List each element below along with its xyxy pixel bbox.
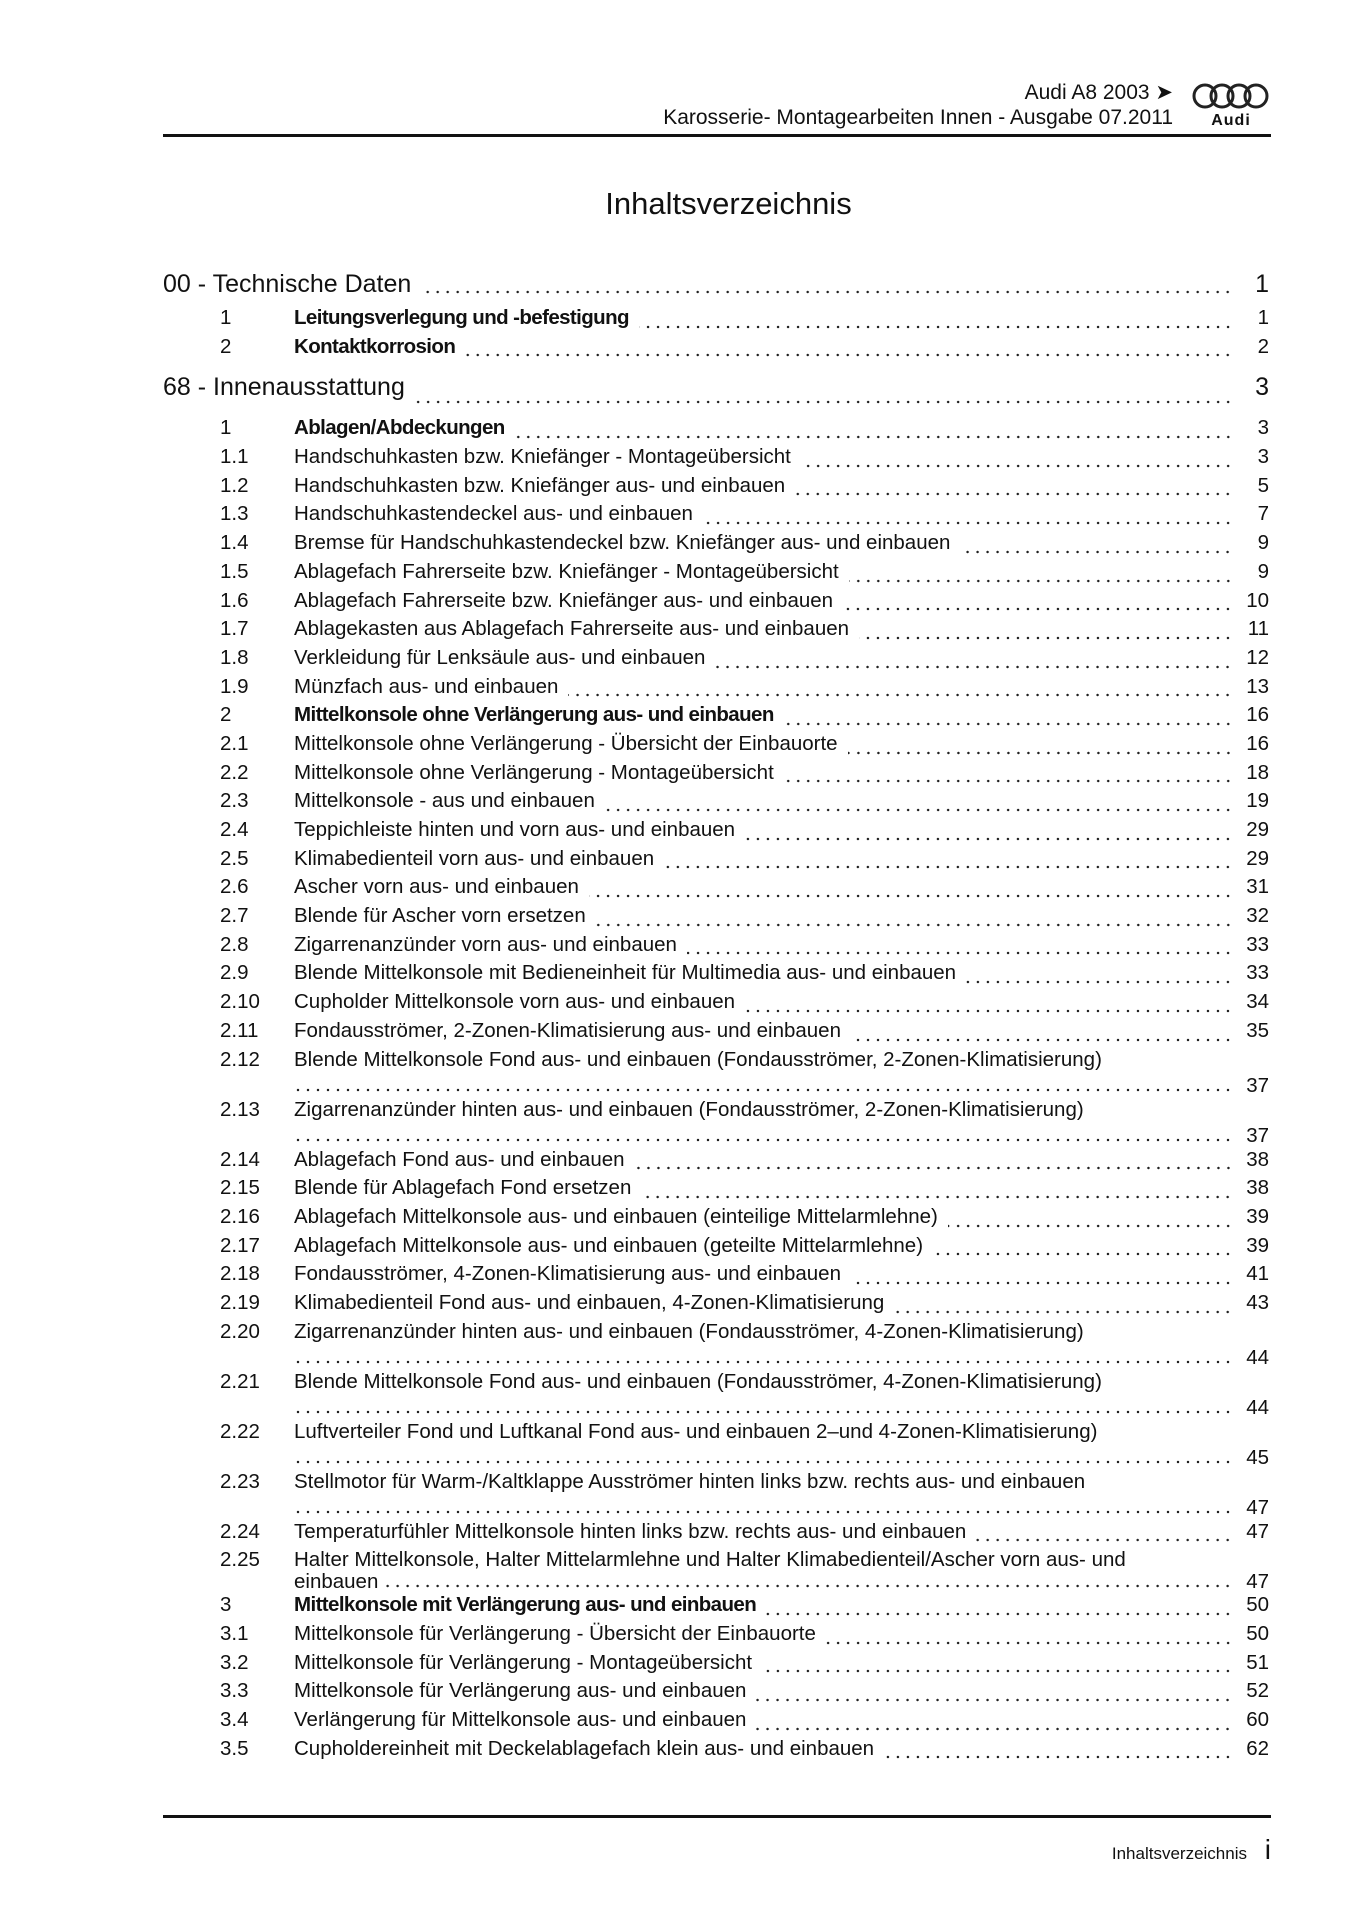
toc-entry-link[interactable] — [163, 1098, 1269, 1148]
toc-entry-link[interactable] — [163, 761, 1269, 790]
dot-leader — [756, 1727, 1233, 1731]
dot-leader — [415, 400, 1233, 404]
entry-number: 2.3 — [220, 789, 249, 813]
entry-title: Luftverteiler Fond und Luftkanal Fond aus- und einbauen 2–und 4-Zonen-Klimatisierung) — [294, 1419, 1098, 1443]
toc-entry-link[interactable] — [163, 306, 1269, 335]
entry-title: Handschuhkasten bzw. Kniefänger aus- und einbauen — [294, 473, 786, 497]
entry-page: 3 — [1257, 416, 1269, 440]
entry-number: 2.21 — [220, 1369, 260, 1393]
dot-leader — [894, 1310, 1233, 1314]
dot-leader — [960, 550, 1233, 554]
toc-entry-link[interactable] — [163, 1148, 1269, 1177]
entry-number: 3.3 — [220, 1679, 249, 1703]
entry-title: Ascher vorn aus- und einbauen — [294, 875, 579, 899]
entry-page: 50 — [1246, 1593, 1269, 1617]
toc-entry-link[interactable] — [163, 875, 1269, 904]
toc-entry-link[interactable] — [163, 990, 1269, 1019]
entry-leader-line — [163, 1496, 1269, 1520]
entry-number: 3.5 — [220, 1736, 249, 1760]
entry-page: 44 — [1246, 1345, 1269, 1369]
entry-page: 47 — [1246, 1570, 1269, 1594]
toc-entry-link[interactable] — [163, 1593, 1269, 1622]
toc-entry-link[interactable] — [163, 531, 1269, 560]
entry-number: 1.7 — [220, 617, 249, 641]
dot-leader — [784, 779, 1233, 783]
entry-page: 2 — [1257, 334, 1269, 358]
entry-title: Handschuhkastendeckel aus- und einbauen — [294, 502, 693, 526]
entry-page: 50 — [1246, 1622, 1269, 1645]
entry-page: 10 — [1246, 588, 1269, 612]
entry-title: Blende für Ablagefach Fond ersetzen — [294, 1176, 632, 1200]
entry-title: Teppichleiste hinten und vorn aus- und einbauen — [294, 818, 736, 841]
entry-number: 1.5 — [220, 559, 249, 583]
entry-number: 2.22 — [220, 1419, 260, 1443]
dot-leader — [421, 290, 1233, 294]
page-footer — [163, 1815, 1271, 1865]
entry-title: Mittelkonsole für Verlängerung - Montageübersicht — [294, 1650, 753, 1674]
dot-leader — [589, 894, 1233, 898]
entry-line — [163, 1470, 1269, 1496]
toc-entry-link[interactable] — [163, 1737, 1269, 1766]
toc-entry-link[interactable] — [163, 1262, 1269, 1291]
entry-page: 33 — [1246, 932, 1269, 956]
entry-line — [163, 1048, 1269, 1074]
dot-leader — [976, 1538, 1233, 1542]
dot-leader — [384, 1584, 1233, 1588]
entry-leader-line — [163, 1570, 1269, 1594]
dot-leader — [515, 435, 1233, 439]
entry-leader-line — [163, 1346, 1269, 1370]
toc-entry-link[interactable] — [163, 1370, 1269, 1420]
toc-entry-link[interactable] — [163, 560, 1269, 589]
toc-entry-link[interactable] — [163, 335, 1269, 364]
entry-number: 1.8 — [220, 645, 249, 669]
toc-entry-link[interactable] — [163, 1048, 1269, 1098]
entry-number: 2.13 — [220, 1097, 260, 1121]
entry-number: 1.4 — [220, 531, 249, 555]
toc-entry-link[interactable] — [163, 703, 1269, 732]
toc-entry-link[interactable] — [163, 1548, 1269, 1593]
entry-title: Mittelkonsole ohne Verlängerung aus- und einbauen — [294, 703, 774, 727]
entry-number: 3.2 — [220, 1650, 249, 1674]
dot-leader — [465, 353, 1233, 357]
entry-leader-line — [163, 1124, 1269, 1148]
dot-leader — [605, 808, 1233, 812]
entry-number: 2.1 — [220, 731, 249, 755]
toc-entry-link[interactable] — [163, 502, 1269, 531]
dot-leader — [294, 1088, 1233, 1092]
entry-title: Mittelkonsole für Verlängerung - Übersicht der Einbauorte — [294, 1622, 816, 1645]
entry-page: 39 — [1246, 1204, 1269, 1228]
entry-title: Ablagefach Fahrerseite bzw. Kniefänger - Montageübersicht — [294, 559, 839, 583]
toc-entry-link[interactable] — [163, 416, 1269, 445]
entry-page: 1 — [1257, 306, 1269, 329]
entry-number: 2.20 — [220, 1319, 260, 1343]
dot-leader — [756, 1698, 1233, 1702]
entry-page: 44 — [1246, 1395, 1269, 1419]
entry-line — [163, 1098, 1269, 1124]
toc-entry-link[interactable] — [163, 818, 1269, 847]
entry-title: Zigarrenanzünder hinten aus- und einbauen (Fondausströmer, 4-Zonen-Klimatisierung) — [294, 1319, 1084, 1343]
entry-page: 19 — [1246, 789, 1269, 813]
dot-leader — [933, 1252, 1233, 1256]
toc-entry-link[interactable] — [163, 847, 1269, 876]
entry-number: 2.7 — [220, 904, 249, 928]
dot-leader — [294, 1460, 1233, 1464]
entry-page: 43 — [1246, 1290, 1269, 1314]
page-header — [163, 78, 1271, 137]
dot-leader — [596, 923, 1233, 927]
dot-leader — [766, 1612, 1233, 1616]
entry-page: 7 — [1257, 502, 1269, 526]
dot-leader — [703, 521, 1233, 525]
entry-line — [163, 1548, 1269, 1570]
entry-page: 33 — [1246, 961, 1269, 985]
toc-entry-link[interactable] — [163, 1622, 1269, 1651]
entry-line — [163, 1370, 1269, 1396]
entry-leader-line — [163, 1396, 1269, 1420]
dot-leader — [884, 1755, 1233, 1759]
page-title: Inhaltsverzeichnis — [605, 186, 852, 221]
entry-title: Handschuhkasten bzw. Kniefänger - Montageübersicht — [294, 445, 791, 469]
entry-number: 2.12 — [220, 1047, 260, 1071]
toc-entry-link[interactable] — [163, 1470, 1269, 1520]
entry-title-continued: einbauen — [294, 1570, 379, 1594]
toc-entry-link[interactable] — [163, 904, 1269, 933]
dot-leader — [966, 980, 1233, 984]
entry-number: 1 — [220, 416, 232, 440]
toc-entry-link[interactable] — [163, 1679, 1269, 1708]
dot-leader — [801, 464, 1233, 468]
toc-entry-link[interactable] — [163, 732, 1269, 761]
entry-number: 1.9 — [220, 674, 249, 698]
entry-title: Mittelkonsole ohne Verlängerung - Übersicht der Einbauorte — [294, 731, 838, 755]
entry-title: Klimabedienteil Fond aus- und einbauen, 4-Zonen-Klimatisierung — [294, 1290, 885, 1314]
entry-number: 2.10 — [220, 990, 260, 1014]
toc-entry-link[interactable] — [163, 445, 1269, 474]
toc-entry-link[interactable] — [163, 675, 1269, 704]
entry-title: Blende Mittelkonsole mit Bedieneinheit für Multimedia aus- und einbauen — [294, 961, 957, 985]
entry-title: Cupholder Mittelkonsole vorn aus- und einbauen — [294, 990, 736, 1014]
entry-number: 2.16 — [220, 1204, 260, 1228]
dot-leader — [641, 1195, 1233, 1199]
entry-number: 2.6 — [220, 875, 249, 899]
dot-leader — [826, 1641, 1233, 1645]
toc-chapter-link[interactable] — [163, 363, 1269, 412]
entry-number: 2.14 — [220, 1147, 260, 1171]
entry-page: 38 — [1246, 1176, 1269, 1200]
entry-number: 2 — [220, 334, 232, 358]
entry-page: 5 — [1257, 473, 1269, 497]
dot-leader — [795, 492, 1233, 496]
entry-page: 29 — [1246, 846, 1269, 870]
entry-page: 13 — [1246, 674, 1269, 698]
chapter-title: 68 - Innenausstattung — [163, 373, 405, 402]
entry-title: Cupholdereinheit mit Deckelablagefach klein aus- und einbauen — [294, 1736, 875, 1760]
entry-page: 9 — [1257, 559, 1269, 583]
entry-title: Leitungsverlegung und -befestigung — [294, 306, 629, 329]
entry-page: 62 — [1246, 1736, 1269, 1760]
entry-title: Verkleidung für Lenksäule aus- und einbauen — [294, 645, 706, 669]
entry-page: 37 — [1246, 1073, 1269, 1097]
audi-rings-icon — [1191, 80, 1271, 112]
toc-entry-link[interactable] — [163, 1520, 1269, 1549]
entry-leader-line — [163, 1446, 1269, 1470]
entry-number: 1.2 — [220, 473, 249, 497]
entry-page: 16 — [1246, 703, 1269, 727]
toc-entry-link[interactable] — [163, 474, 1269, 503]
entry-title: Blende Mittelkonsole Fond aus- und einbauen (Fondausströmer, 2-Zonen-Klimatisierung) — [294, 1047, 1102, 1071]
entry-title: Blende Mittelkonsole Fond aus- und einbauen (Fondausströmer, 4-Zonen-Klimatisierung) — [294, 1369, 1102, 1393]
toc-entry-link[interactable] — [163, 1019, 1269, 1048]
dot-leader — [294, 1138, 1233, 1142]
entry-page: 51 — [1246, 1650, 1269, 1674]
toc-entry-link[interactable] — [163, 961, 1269, 990]
table-of-contents — [163, 266, 1269, 1765]
entry-number: 2.5 — [220, 846, 249, 870]
dot-leader — [745, 1009, 1233, 1013]
entry-leader-line — [163, 1074, 1269, 1098]
entry-page: 37 — [1246, 1123, 1269, 1147]
dot-leader — [294, 1360, 1233, 1364]
entry-number: 2.17 — [220, 1233, 260, 1257]
toc-entry-link[interactable] — [163, 617, 1269, 646]
dot-leader — [848, 751, 1233, 755]
entry-number: 2.2 — [220, 760, 249, 784]
entry-page: 32 — [1246, 904, 1269, 928]
dot-leader — [762, 1669, 1233, 1673]
entry-page: 60 — [1246, 1708, 1269, 1732]
entry-number: 1 — [220, 306, 232, 329]
entry-title: Fondausströmer, 2-Zonen-Klimatisierung aus- und einbauen — [294, 1018, 841, 1042]
entry-number: 2.15 — [220, 1176, 260, 1200]
dot-leader — [745, 837, 1233, 841]
entry-line — [163, 1320, 1269, 1346]
dot-leader — [639, 325, 1233, 329]
audi-wordmark: Audi — [1211, 112, 1251, 129]
entry-page: 39 — [1246, 1233, 1269, 1257]
entry-number: 2 — [220, 703, 232, 727]
dot-leader — [664, 865, 1233, 869]
dot-leader — [294, 1410, 1233, 1414]
entry-page: 38 — [1246, 1147, 1269, 1171]
chapter-page: 3 — [1255, 373, 1269, 402]
chapter-page: 1 — [1255, 269, 1269, 298]
entry-title: Zigarrenanzünder hinten aus- und einbauen (Fondausströmer, 2-Zonen-Klimatisierung) — [294, 1097, 1084, 1121]
entry-title: Mittelkonsole ohne Verlängerung - Montageübersicht — [294, 760, 774, 784]
toc-entry-link[interactable] — [163, 1291, 1269, 1320]
toc-chapter-link[interactable] — [163, 266, 1269, 302]
entry-page: 12 — [1246, 645, 1269, 669]
entry-title: Temperaturfühler Mittelkonsole hinten links bzw. rechts aus- und einbauen — [294, 1519, 967, 1543]
dot-leader — [568, 693, 1233, 697]
entry-title: Münzfach aus- und einbauen — [294, 674, 559, 698]
entry-number: 1.6 — [220, 588, 249, 612]
entry-title: Mittelkonsole für Verlängerung aus- und einbauen — [294, 1679, 747, 1703]
entry-number: 2.8 — [220, 932, 249, 956]
toc-entry-link[interactable] — [163, 1176, 1269, 1205]
entry-page: 47 — [1246, 1495, 1269, 1519]
toc-entry-link[interactable] — [163, 1234, 1269, 1263]
entry-number: 2.9 — [220, 961, 249, 985]
entry-number: 3.1 — [220, 1622, 249, 1645]
dot-leader — [948, 1224, 1233, 1228]
entry-page: 45 — [1246, 1445, 1269, 1469]
entry-page: 31 — [1246, 875, 1269, 899]
entry-page: 35 — [1246, 1018, 1269, 1042]
dot-leader — [635, 1166, 1233, 1170]
entry-line — [163, 1420, 1269, 1446]
entry-title: Fondausströmer, 4-Zonen-Klimatisierung aus- und einbauen — [294, 1262, 841, 1286]
dot-leader — [784, 722, 1233, 726]
entry-number: 2.19 — [220, 1290, 260, 1314]
entry-title: Mittelkonsole mit Verlängerung aus- und einbauen — [294, 1593, 757, 1617]
entry-title: Blende für Ascher vorn ersetzen — [294, 904, 586, 928]
entry-title: Ablagefach Mittelkonsole aus- und einbauen (einteilige Mittelarmlehne) — [294, 1204, 938, 1228]
entry-page: 47 — [1246, 1519, 1269, 1543]
entry-number: 2.24 — [220, 1519, 260, 1543]
dot-leader — [715, 665, 1233, 669]
entry-page: 34 — [1246, 990, 1269, 1014]
entry-number: 1.1 — [220, 445, 249, 469]
entry-number: 2.18 — [220, 1262, 260, 1286]
entry-title: Ablagefach Mittelkonsole aus- und einbauen (geteilte Mittelarmlehne) — [294, 1233, 924, 1257]
toc-entry-link[interactable] — [163, 1708, 1269, 1737]
entry-number: 2.25 — [220, 1548, 260, 1572]
toc-entry-link[interactable] — [163, 789, 1269, 818]
vehicle-model: Audi A8 2003 ➤ — [1024, 81, 1173, 104]
entry-page: 3 — [1257, 445, 1269, 469]
entry-page: 9 — [1257, 531, 1269, 555]
entry-number: 3.4 — [220, 1708, 249, 1732]
entry-title: Klimabedienteil vorn aus- und einbauen — [294, 846, 655, 870]
toc-entry-link[interactable] — [163, 1651, 1269, 1680]
entry-title: Zigarrenanzünder vorn aus- und einbauen — [294, 932, 677, 956]
toc-entry-link[interactable] — [163, 1320, 1269, 1370]
entry-number: 1.3 — [220, 502, 249, 526]
entry-title: Mittelkonsole - aus und einbauen — [294, 789, 595, 813]
manual-subtitle: Karosserie- Montagearbeiten Innen - Ausgabe 07.2011 — [663, 106, 1173, 129]
entry-title: Bremse für Handschuhkastendeckel bzw. Kniefänger aus- und einbauen — [294, 531, 951, 555]
dot-leader — [687, 951, 1233, 955]
toc-entry-link[interactable] — [163, 933, 1269, 962]
footer-page-number: i — [1264, 1834, 1271, 1865]
entry-title: Verlängerung für Mittelkonsole aus- und einbauen — [294, 1708, 747, 1732]
entry-title: Ablagekasten aus Ablagefach Fahrerseite aus- und einbauen — [294, 617, 850, 641]
chapter-title: 00 - Technische Daten — [163, 269, 412, 298]
entry-number: 3 — [220, 1593, 232, 1617]
entry-page: 52 — [1246, 1679, 1269, 1703]
dot-leader — [859, 636, 1233, 640]
dot-leader — [843, 607, 1233, 611]
entry-number: 2.4 — [220, 818, 249, 841]
entry-title: Ablagen/Abdeckungen — [294, 416, 505, 440]
entry-page: 11 — [1247, 617, 1269, 641]
dot-leader — [849, 579, 1233, 583]
dot-leader — [294, 1510, 1233, 1514]
entry-number: 2.11 — [220, 1018, 259, 1042]
toc-entry-link[interactable] — [163, 646, 1269, 675]
entry-page: 16 — [1246, 731, 1269, 755]
audi-logo — [1191, 80, 1271, 130]
entry-page: 29 — [1246, 818, 1269, 841]
entry-page: 41 — [1246, 1262, 1269, 1286]
entry-title: Kontaktkorrosion — [294, 334, 456, 358]
footer-label: Inhaltsverzeichnis — [1111, 1844, 1247, 1863]
entry-title: Halter Mittelkonsole, Halter Mittelarmlehne und Halter Klimabedienteil/Ascher vorn aus- und — [294, 1548, 1126, 1572]
dot-leader — [851, 1281, 1233, 1285]
toc-entry-link[interactable] — [163, 589, 1269, 618]
entry-number: 2.23 — [220, 1469, 260, 1493]
entry-page: 18 — [1246, 760, 1269, 784]
entry-title: Ablagefach Fond aus- und einbauen — [294, 1147, 625, 1171]
toc-entry-link[interactable] — [163, 1205, 1269, 1234]
entry-title: Stellmotor für Warm-/Kaltklappe Ausströmer hinten links bzw. rechts aus- und einbauen — [294, 1469, 1086, 1493]
toc-entry-link[interactable] — [163, 1420, 1269, 1470]
dot-leader — [851, 1038, 1233, 1042]
entry-title: Ablagefach Fahrerseite bzw. Kniefänger aus- und einbauen — [294, 588, 834, 612]
